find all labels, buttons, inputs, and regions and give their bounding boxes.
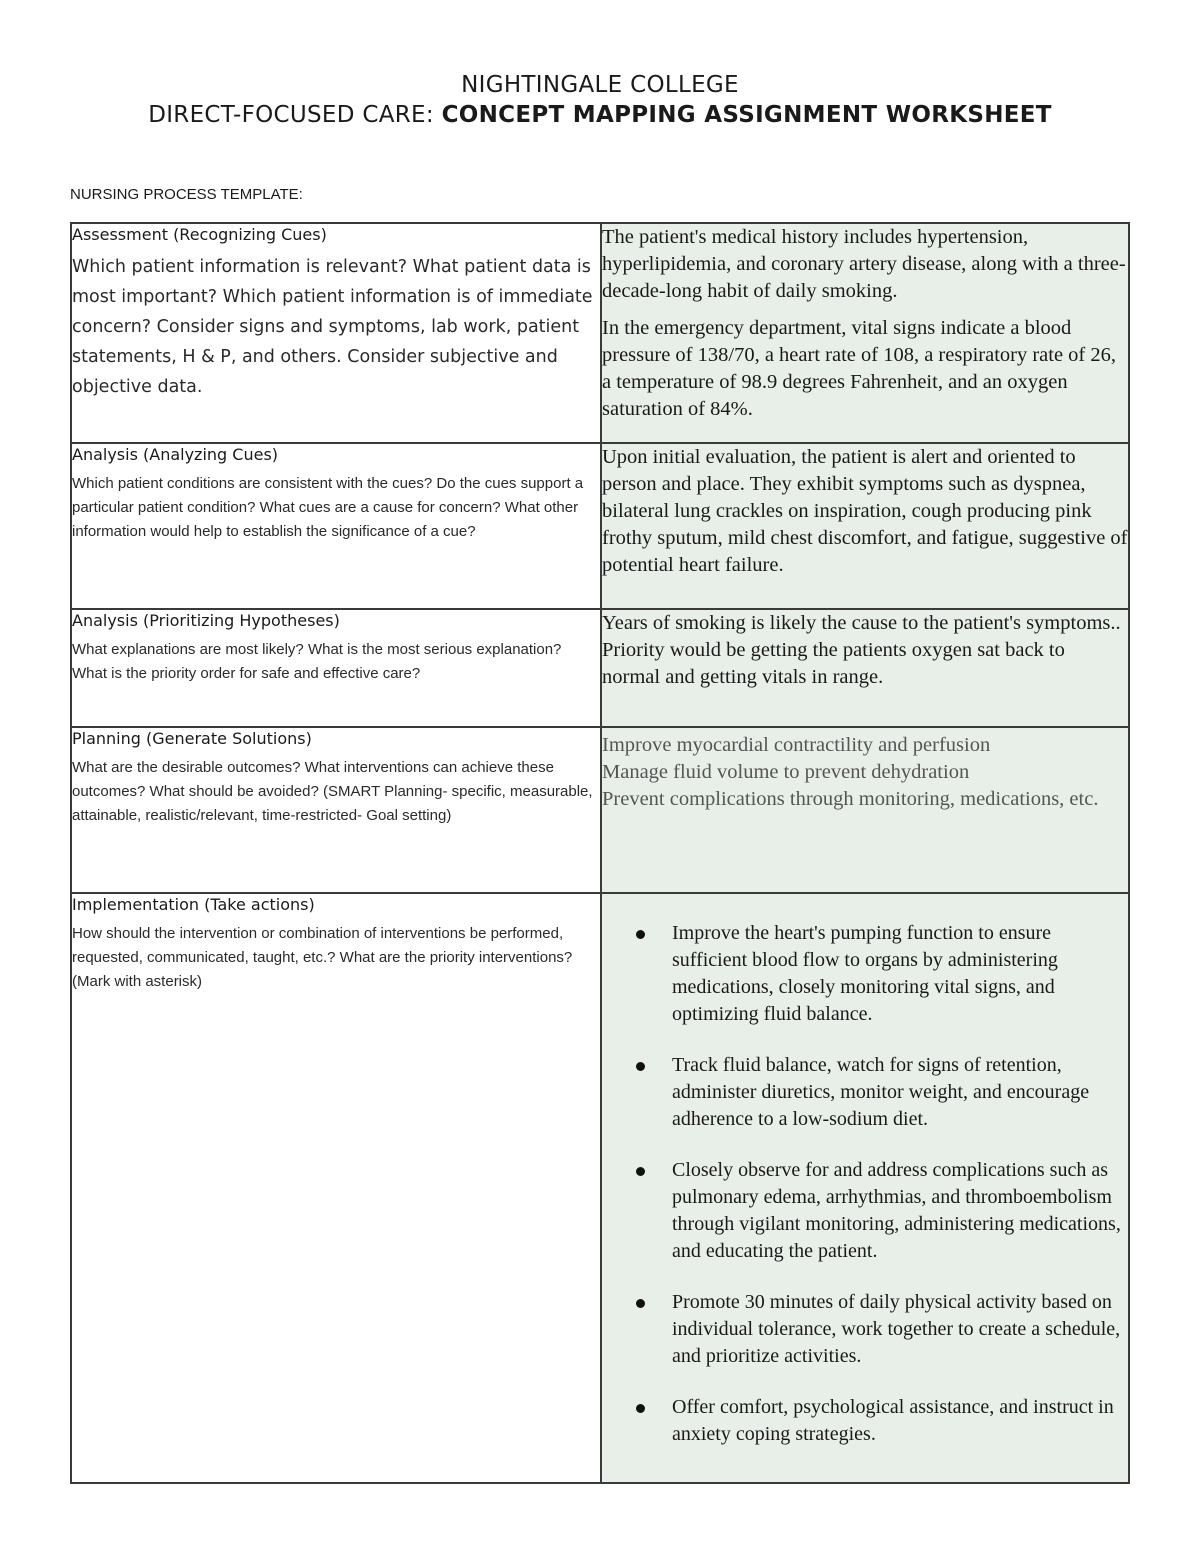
answer-paragraph: The patient's medical history includes hypertension, hyperlipidemia, and coronary artery disease, along with a three-decade-long habit of daily smoking. — [602, 226, 1126, 302]
list-item — [672, 1052, 1128, 1133]
nursing-process-table — [70, 222, 1130, 1484]
list-item-text: Track fluid balance, watch for signs of retention, administer diuretics, monitor weight, and encourage adherence to a low-sodium diet. — [672, 1054, 1090, 1130]
answer-paragraph: In the emergency department, vital signs indicate a blood pressure of 138/70, a heart rate of 108, a respiratory rate of 26, a temperature of 98.9 degrees Fahrenheit, and an oxygen saturation of 84%. — [602, 317, 1117, 420]
worksheet-title-bold: CONCEPT MAPPING ASSIGNMENT WORKSHEET — [441, 102, 1052, 128]
document-title — [0, 70, 1200, 130]
answer-cell[interactable] — [601, 609, 1129, 727]
answer-text — [602, 610, 1128, 691]
answer-paragraph: Upon initial evaluation, the patient is alert and oriented to person and place. They exhibit symptoms such as dyspnea, bilateral lung crackles on inspiration, cough producing pink frothy sputum, mild chest discomfort, and fatigue, suggestive of potential heart failure. — [602, 446, 1128, 576]
row-heading: Planning (Generate Solutions) — [72, 729, 312, 748]
answer-cell[interactable] — [601, 223, 1129, 443]
list-item — [672, 1289, 1128, 1370]
answer-paragraph: Years of smoking is likely the cause to the patient's symptoms.. Priority would be getting the patients oxygen sat back to normal and getting vitals in range. — [602, 612, 1121, 688]
answer-text — [602, 732, 1128, 813]
answer-text — [602, 444, 1128, 579]
question-cell — [71, 727, 601, 893]
row-implementation — [71, 893, 1129, 1483]
bullet-icon — [636, 1062, 645, 1071]
list-item — [672, 1394, 1128, 1448]
list-item-text: Improve the heart's pumping function to ensure sufficient blood flow to organs by administering medications, closely monitoring vital signs, and optimizing fluid balance. — [672, 922, 1058, 1025]
row-planning — [71, 727, 1129, 893]
bullet-icon — [636, 1404, 645, 1413]
list-item — [672, 1157, 1128, 1265]
row-prompt: What explanations are most likely? What is the most serious explanation? What is the priority order for safe and effective care? — [72, 641, 562, 682]
template-label: NURSING PROCESS TEMPLATE: — [70, 186, 303, 203]
answer-cell[interactable] — [601, 893, 1129, 1483]
list-item — [672, 920, 1128, 1028]
bullet-icon — [636, 930, 645, 939]
question-cell — [71, 893, 601, 1483]
row-heading: Implementation (Take actions) — [72, 895, 315, 914]
row-prompt: What are the desirable outcomes? What interventions can achieve these outcomes? What should be avoided? (SMART Planning- specific, measurable, attainable, realistic/relevant, time-restricted- Goal setting) — [72, 759, 593, 824]
answer-line: Manage fluid volume to prevent dehydration — [602, 761, 970, 783]
answer-line: Improve myocardial contractility and perfusion — [602, 734, 991, 756]
row-heading: Analysis (Analyzing Cues) — [72, 445, 279, 464]
row-heading: Analysis (Prioritizing Hypotheses) — [72, 611, 340, 630]
bullet-icon — [636, 1299, 645, 1308]
bullet-icon — [636, 1167, 645, 1176]
question-cell — [71, 609, 601, 727]
row-assessment — [71, 223, 1129, 443]
row-heading: Assessment (Recognizing Cues) — [72, 225, 327, 244]
intervention-list — [602, 920, 1128, 1448]
list-item-text: Promote 30 minutes of daily physical activity based on individual tolerance, work together to create a schedule, and prioritize activities. — [672, 1291, 1121, 1367]
worksheet-title — [0, 100, 1200, 130]
answer-cell[interactable] — [601, 727, 1129, 893]
college-name: NIGHTINGALE COLLEGE — [461, 72, 739, 98]
row-prompt: How should the intervention or combination of interventions be performed, requested, communicated, taught, etc.? What are the priority interventions? (Mark with asterisk) — [72, 925, 573, 990]
row-analysis-cues — [71, 443, 1129, 609]
list-item-text: Closely observe for and address complications such as pulmonary edema, arrhythmias, and thromboembolism through vigilant monitoring, administering medications, and educating the patient. — [672, 1159, 1121, 1262]
row-analysis-hypotheses — [71, 609, 1129, 727]
answer-cell[interactable] — [601, 443, 1129, 609]
question-cell — [71, 223, 601, 443]
list-item-text: Offer comfort, psychological assistance, and instruct in anxiety coping strategies. — [672, 1396, 1114, 1445]
worksheet-title-prefix: DIRECT-FOCUSED CARE: — [148, 102, 442, 128]
answer-text — [602, 224, 1128, 423]
row-prompt: Which patient information is relevant? What patient data is most important? Which patient information is of immediate concern? Consider signs and symptoms, lab work, patient statements, H & P, and others. Consider subjective and objective data. — [72, 257, 593, 397]
row-prompt: Which patient conditions are consistent with the cues? Do the cues support a particular patient condition? What cues are a cause for concern? What other information would help to establish the significance of a cue? — [72, 475, 584, 540]
question-cell — [71, 443, 601, 609]
answer-line: Prevent complications through monitoring, medications, etc. — [602, 788, 1099, 810]
